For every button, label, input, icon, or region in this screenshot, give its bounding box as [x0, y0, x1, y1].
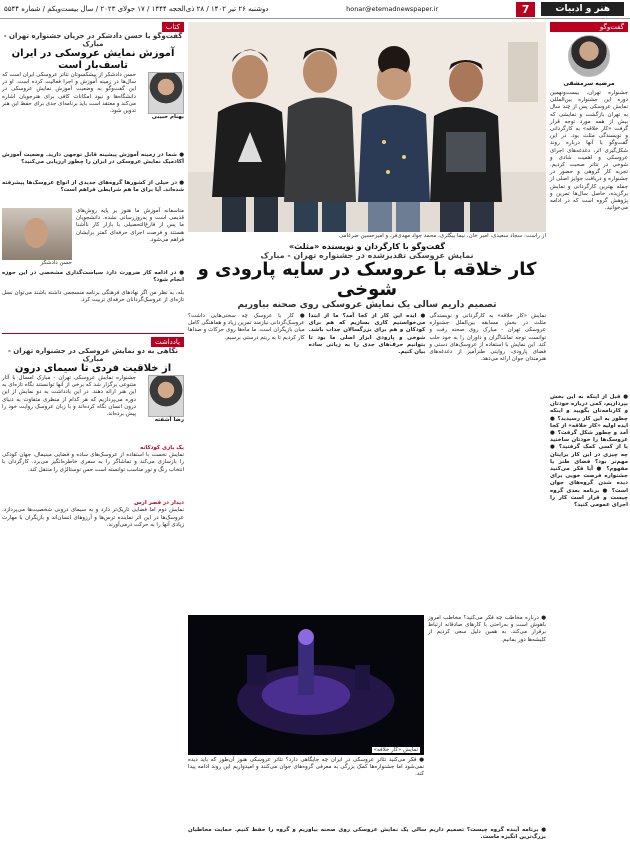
- left-top-pre: گفت‌وگو با حسن دادشکر در جریان جشنواره تهران - مبارک: [3, 32, 183, 48]
- left-top-q1: ● شما در زمینه آموزش پیشینه قابل توجهی دارید. وضعیت آموزش آکادمیک نمایش عروسکی در ایران را چطور ارزیابی می‌کنید؟: [2, 152, 184, 166]
- left-bottom-author-name: رضا آشفته: [154, 417, 184, 423]
- section-label: هنر و ادبیات: [541, 2, 624, 16]
- masthead-right: [516, 2, 630, 17]
- right-column: [550, 22, 628, 816]
- main-body-2: ● ایده این کار از کجا آمد؟ ما از ابتدا می‌خواستیم کاری بسازیم که هم برای کودکان و هم برای بزرگسالان جذاب باشد. شوخی و پارودی ابزار اصلی ما بود تا بتوانیم حرف‌های جدی را به زبانی ساده بیان کنیم.: [308, 313, 426, 356]
- left-top-title: آموزش نمایش عروسکی در ایران تاسف‌بار است: [11, 48, 175, 71]
- left-bottom-sub1: یک بازی کودکانه: [140, 445, 184, 451]
- left-author-photo: [148, 72, 184, 114]
- left-top-body-2: متاسفانه آموزش ما هنوز بر پایه روش‌های قدیمی است و به‌روزرسانی نشده. دانشجویان ما پس از فارغ‌التحصیلی با بازار کار ناآشنا هستند و فرصت اجرای حرفه‌ای کمتر برایشان فراهم می‌شود.: [76, 208, 184, 243]
- author-name: مرضیه سرمشقی: [563, 80, 615, 87]
- group-photo-svg: [188, 22, 546, 232]
- right-questions: ● قبل از اینکه به این بخش بپردازیم، کمی درباره خودتان و کارنامه‌تان بگویید و اینکه چطور به این کار رسیدید؟ ● ایده اولیه «کار خلاقه» از کجا آمد و چطور شکل گرفت؟ ● عروسک‌ها را خودتان ساختید یا از کسی کمک گرفتید؟ ● چه چیزی در این کار برایتان مهم‌تر بود؟ فضای طنز یا مفهوم؟ ● آیا فکر می‌کنید جشنواره فرصت خوبی برای دیده شدن گروه‌های جوان است؟ ● برنامه بعدی گروه چیست و قرار است کار را اجرای عمومی کنید؟: [550, 394, 628, 509]
- stage-photo: [188, 615, 424, 755]
- main-body-4: ● درباره مخاطب چه فکر می‌کنید؟ مخاطب امروز باهوش است و به‌راحتی با کارهای صادقانه ارتباط برقرار می‌کند. به همین دلیل سعی کردیم از کلیشه‌ها دور بمانیم.: [428, 615, 546, 643]
- main-lower-row: [188, 615, 546, 825]
- left-top-author: [140, 72, 184, 152]
- left-bottom-body-2: نمایش نخست با استفاده از عروسک‌های ساده و فضایی مینیمال، جهان کودکی را بازسازی می‌کند و تماشاگر را به سفری خاطره‌انگیز می‌برد. کارگردان با انتخاب رنگ و نور مناسب توانسته است حس نوستالژی را منتقل کند.: [2, 452, 184, 473]
- main-body-5: ● فکر می‌کنید تئاتر عروسکی در ایران چه جایگاهی دارد؟ تئاتر عروسکی هنوز آن‌طور که باید دیده نمی‌شود اما جشنواره‌ها کمک بزرگی به معرفی گروه‌های جوان می‌کنند و امیدواریم این روند ادامه پیدا کند.: [188, 757, 424, 778]
- stage-caption: نمایش «کار خلاقه»: [373, 747, 418, 753]
- photo-caption: از راست: سجاد سعیدی، امیر خان، نیما بیگلری، محمد جواد مهدی‌فر، و امیرحسین ضرغامی: [338, 233, 546, 239]
- left-photo-row: [2, 208, 184, 270]
- main-body-6: ● برنامه آینده گروه چیست؟ تصمیم داریم سالی یک نمایش عروسکی روی صحنه بیاوریم و گروه را حفظ کنیم. حمایت مخاطبان بزرگ‌ترین انگیزه ماست.: [188, 827, 546, 841]
- main-body-3: ● کار با عروسک چه سختی‌هایی داشت؟ عروسک‌گردانی نیازمند تمرین زیاد و هماهنگی کامل میان بازیگران است. ما ماه‌ها روی حرکات و صداها کار کردیم تا به ریتم درستی برسیم.: [187, 313, 305, 341]
- left-bottom-body: جشنواره نمایش عروسکی تهران - مبارک امسال با آثار متنوعی برگزار شد که برخی از آنها توانستند نگاه تازه‌ای به این هنر ارائه دهند. در این یادداشت به دو نمایش از این دوره می‌پردازیم که هر کدام از منظری متفاوت به دنیای درون انسان نگاه کرده‌اند و با زبان عروسک روایت خود را پیش برده‌اند.: [2, 375, 136, 418]
- group-photo: [188, 22, 546, 232]
- pre-title: گفت‌وگو با کارگردان و نویسنده «مثلث»: [288, 242, 446, 251]
- center-column: [187, 22, 546, 841]
- left-bottom-sub2: دیدار در قصر ارس: [134, 500, 184, 507]
- left-bottom-body-3: نمایش دوم اما فضایی تاریک‌تر دارد و به سیمای درونی شخصیت‌ها می‌پردازد. عروسک‌ها در این اثر نماینده ترس‌ها و آرزوهای انسان‌اند و بازیگران با مهارت زیادی آنها را به حرکت درمی‌آورند.: [2, 507, 184, 528]
- left-column: [2, 22, 184, 816]
- left-top-row: [2, 72, 184, 152]
- left-top-body-3: بله، به نظر من اگر نهادهای فرهنگی برنامه منسجمی داشته باشند می‌توان نسل تازه‌ای از عروسک‌گردانان حرفه‌ای تربیت کرد.: [2, 290, 184, 304]
- page-number: 7: [516, 2, 536, 17]
- left-top-q3: ● در ادامه کار ضرورت دارد سیاست‌گذاری مشخصی در این حوزه انجام شود؟: [2, 270, 184, 284]
- left-bottom-pre: نگاهی به دو نمایش عروسکی در جشنواره تهران - مبارک: [7, 347, 179, 363]
- left-bottom-header: [2, 337, 184, 347]
- right-column-label: گفت‌وگو: [550, 22, 628, 32]
- stage-photo-wrap: [188, 615, 424, 825]
- author-photo: [568, 35, 610, 77]
- left-photo-caption: حسن دادشکر: [40, 260, 72, 266]
- left-bottom-author: [140, 375, 184, 445]
- left-divider: [2, 333, 184, 334]
- email-address[interactable]: honar@etemadnewspaper.ir: [346, 5, 439, 13]
- left-top-header: [2, 22, 184, 32]
- masthead-bar: [0, 0, 630, 19]
- left-photo-wrap: [2, 208, 72, 270]
- right-body-text: جشنواره تهران، بیست‌ونهمین دوره این جشنواره بین‌المللی نمایش عروسکی پس از چند سال به تهران بازگشت و نمایشی که بیش از همه مورد توجه قرار گرفت «کار خلاقه» به کارگردانی و نویسندگی مثلث بود. در این گفت‌وگو با آنها درباره روند شکل‌گیری اثر، دغدغه‌های اجرای عروسکی و اهمیت شادی و شوخی در تئاتر صحبت کردیم. تجربه کار گروهی و حضور در جشنواره و دریافت جوایز اصلی از جمله بهترین کارگردانی و نمایش برگزیده، حاصل سال‌ها تمرین و پژوهش گروه است که در ادامه می‌خوانید.: [550, 90, 628, 212]
- main-subtitle: تصمیم داریم سالی یک نمایش عروسکی روی صحنه بیاوریم: [237, 300, 497, 310]
- main-text-columns: [188, 313, 546, 613]
- left-bottom-row: [2, 375, 184, 445]
- main-body-1: نمایش «کار خلاقه» به کارگردانی و نویسندگی مثلث در بخش مسابقه بین‌الملل جشنواره عروسکی تهران - مبارک روی صحنه رفت و توانست توجه تماشاگران و داوران را به خود جلب کند. این نمایش با استفاده از عروسک‌های دستی و فضای پارودی، روایتی طنزآمیز از دغدغه‌های هنرمندان جوان ارائه می‌دهد.: [429, 313, 546, 363]
- right-author: [550, 35, 628, 87]
- stage-photo-svg: [188, 615, 424, 755]
- left-author-name: بهنام حبیبی: [151, 114, 184, 120]
- pre-title-2: نمایش عروسکی تقدیرشده در جشنواره تهران - مبارک: [260, 251, 474, 260]
- left-top-label: کتاب: [162, 22, 184, 32]
- left-bottom-title: از خلاقیت فردی تا سیمای درون: [14, 363, 172, 374]
- left-photo: [2, 208, 72, 260]
- left-top-q2: ● در خیلی از کشورها گروه‌های جدیدی از انواع عروسک‌ها پیشرفته شده‌اند. آیا برای ما هم شرایطی فراهم است؟: [2, 180, 184, 194]
- left-bottom-author-photo: [148, 375, 184, 417]
- left-bottom-label: یادداشت: [151, 337, 184, 347]
- main-headline: کار خلاقه با عروسک در سایه پارودی و شوخی: [197, 259, 537, 300]
- left-top-body: حسن دادشکر از پیشکسوتان تئاتر عروسکی ایران است که سال‌ها در زمینه آموزش و اجرا فعالیت کرده است. او در این گفت‌وگو به وضعیت آموزش نمایش عروسکی در دانشگاه‌ها و نبود امکانات کافی برای هنرجویان اشاره می‌کند و معتقد است باید برنامه‌ای جدی برای حفظ این هنر تدوین شود.: [2, 72, 136, 115]
- date-line: دوشنبه ۲۶ تیر ۱۴۰۲ / ۲۸ ذی‌الحجه ۱۴۴۴ / ۱۷ جولای ۲۰۲۳ / سال بیست‌ویکم / شماره ۵۵۴۴: [4, 5, 269, 13]
